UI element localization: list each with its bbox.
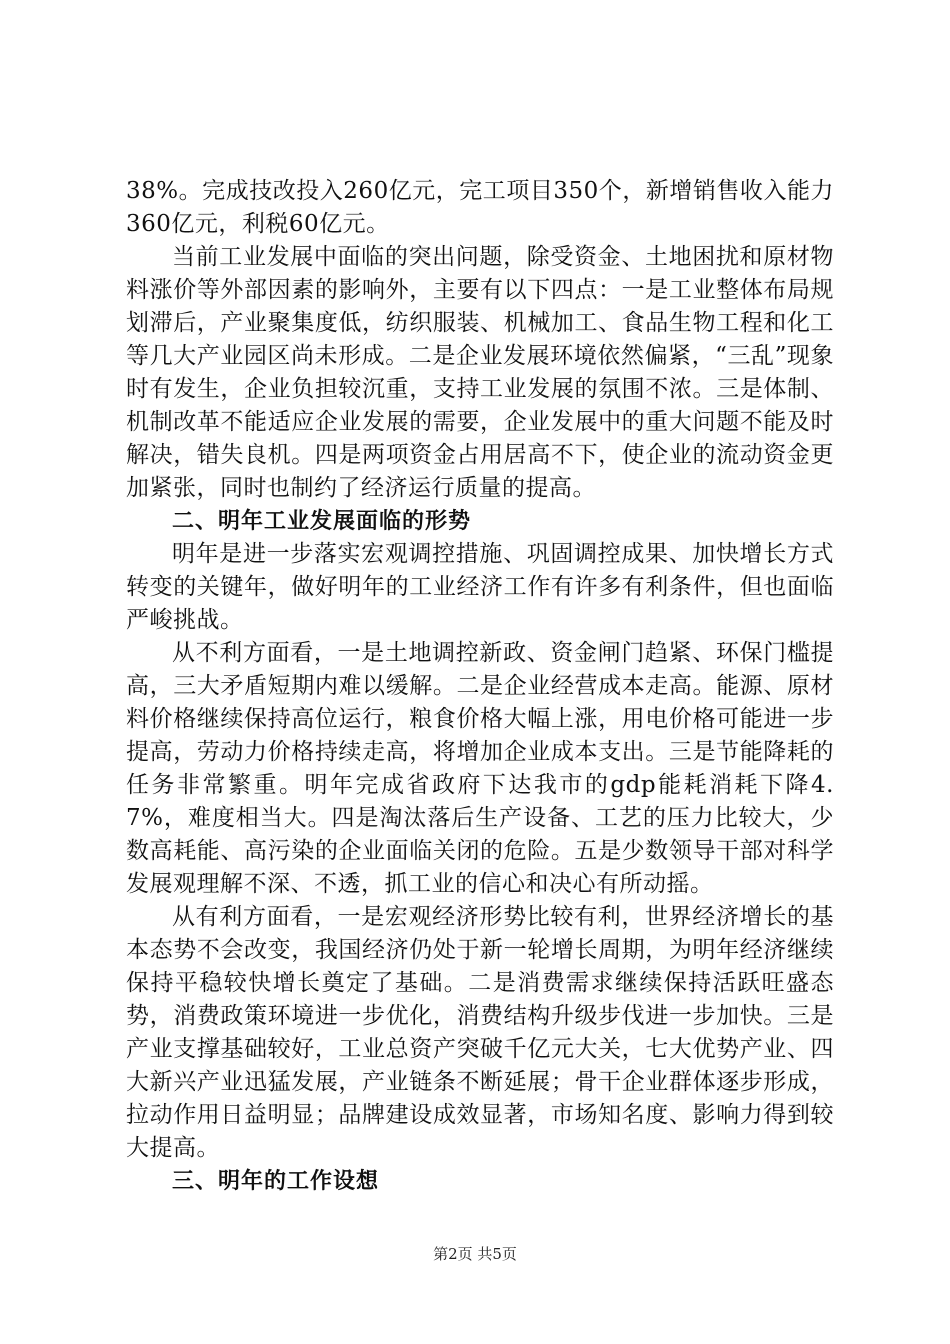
paragraph-favorable-factors: 从有利方面看，一是宏观经济形势比较有利，世界经济增长的基本态势不会改变，我国经济仍处于新一轮增长周期，为明年经济继续保持平稳较快增长奠定了基础。二是消费需求继续保持活跃旺盛态势，消费政策环境进一步优化，消费结构升级步伐进一步加快。三是产业支撑基础较好，工业总资产突破千亿元大关，七大优势产业、四大新兴产业迅猛发展，产业链条不断延展；骨干企业群体逐步形成，拉动作用日益明显；品牌建设成效显著，市场知名度、影响力得到较大提高。 xyxy=(126,904,834,1161)
paragraph-continuation: 38%。完成技改投入260亿元，完工项目350个，新增销售收入能力360亿元，利税60亿元。 xyxy=(126,178,834,237)
document-body xyxy=(126,175,834,1198)
paragraph-next-year-intro: 明年是进一步落实宏观调控措施、巩固调控成果、加快增长方式转变的关键年，做好明年的工业经济工作有许多有利条件，但也面临严峻挑战。 xyxy=(126,541,834,633)
section-heading-2: 二、明年工业发展面临的形势 xyxy=(172,509,472,534)
paragraph-current-problems: 当前工业发展中面临的突出问题，除受资金、土地困扰和原材物料涨价等外部因素的影响外，主要有以下四点：一是工业整体布局规划滞后，产业聚集度低，纺织服装、机械加工、食品生物工程和化工等几大产业园区尚未形成。二是企业发展环境依然偏紧，“三乱”现象时有发生，企业负担较沉重，支持工业发展的氛围不浓。三是体制、机制改革不能适应企业发展的需要，企业发展中的重大问题不能及时解决，错失良机。四是两项资金占用居高不下，使企业的流动资金更加紧张，同时也制约了经济运行质量的提高。 xyxy=(126,244,834,501)
section-heading-3: 三、明年的工作设想 xyxy=(172,1169,380,1194)
paragraph-unfavorable-factors: 从不利方面看，一是土地调控新政、资金闸门趋紧、环保门槛提高，三大矛盾短期内难以缓解。二是企业经营成本走高。能源、原材料价格继续保持高位运行，粮食价格大幅上涨，用电价格可能进一步提高，劳动力价格持续走高，将增加企业成本支出。三是节能降耗的任务非常繁重。明年完成省政府下达我市的gdp能耗消耗下降4.7%，难度相当大。四是淘汰落后生产设备、工艺的压力比较大，少数高耗能、高污染的企业面临关闭的危险。五是少数领导干部对科学发展观理解不深、不透，抓工业的信心和决心有所动摇。 xyxy=(126,640,834,897)
page-footer: 第2页 共5页 xyxy=(433,1245,517,1263)
